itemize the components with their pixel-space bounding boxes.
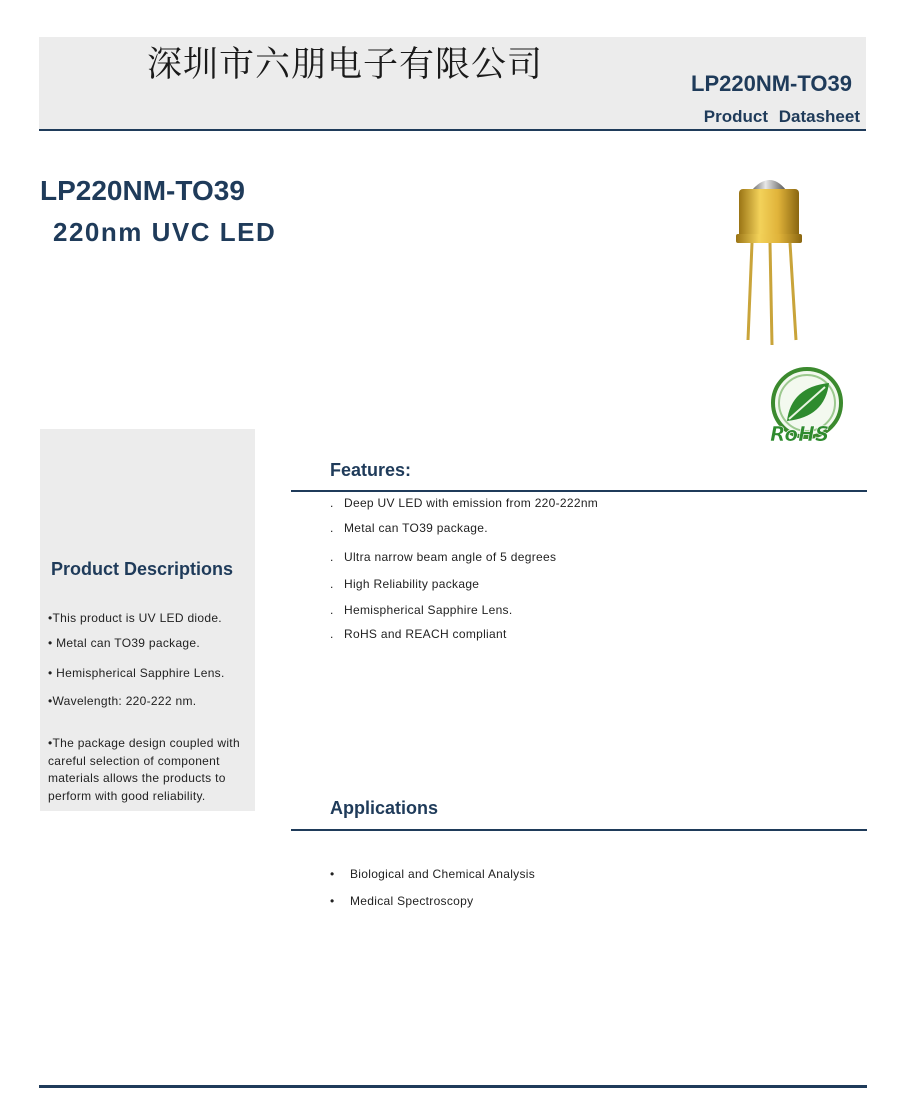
header-subtitle: Product Datasheet — [703, 107, 860, 126]
application-item: • Medical Spectroscopy — [330, 894, 474, 908]
feature-item: . Hemispherical Sapphire Lens. — [330, 603, 513, 617]
product-descriptions-title: Product Descriptions — [51, 559, 234, 579]
feature-item: . Metal can TO39 package. — [330, 521, 488, 535]
description-item: • Metal can TO39 package. — [48, 636, 201, 650]
feature-item: . Ultra narrow beam angle of 5 degrees — [330, 550, 557, 564]
product-descriptions-panel — [40, 429, 255, 811]
applications-divider — [291, 829, 867, 831]
product-model-title: LP220NM-TO39 — [40, 175, 245, 206]
led-product-image — [726, 168, 810, 350]
description-item: •Wavelength: 220-222 nm. — [48, 694, 197, 708]
features-title: Features: — [330, 460, 412, 480]
company-name: 深圳市六朋电子有限公司 — [147, 45, 544, 85]
features-divider — [291, 490, 867, 492]
feature-item: . RoHS and REACH compliant — [330, 627, 507, 641]
feature-item: . High Reliability package — [330, 577, 480, 591]
rohs-logo — [765, 365, 857, 447]
description-item: •This product is UV LED diode. — [48, 611, 222, 625]
header-model: LP220NM-TO39 — [691, 71, 852, 96]
rohs-label: RoHS — [770, 422, 830, 446]
feature-item: . Deep UV LED with emission from 220-222nm — [330, 496, 599, 510]
product-description-title: 220nm UVC LED — [53, 217, 277, 247]
footer-divider — [39, 1085, 867, 1088]
description-item: •The package design coupled with careful selection of component materials allows the products to perform with good reliability. — [48, 736, 240, 803]
application-item: • Biological and Chemical Analysis — [330, 867, 536, 881]
description-item: • Hemispherical Sapphire Lens. — [48, 666, 225, 680]
applications-title: Applications — [330, 798, 439, 818]
page-header — [39, 37, 866, 131]
